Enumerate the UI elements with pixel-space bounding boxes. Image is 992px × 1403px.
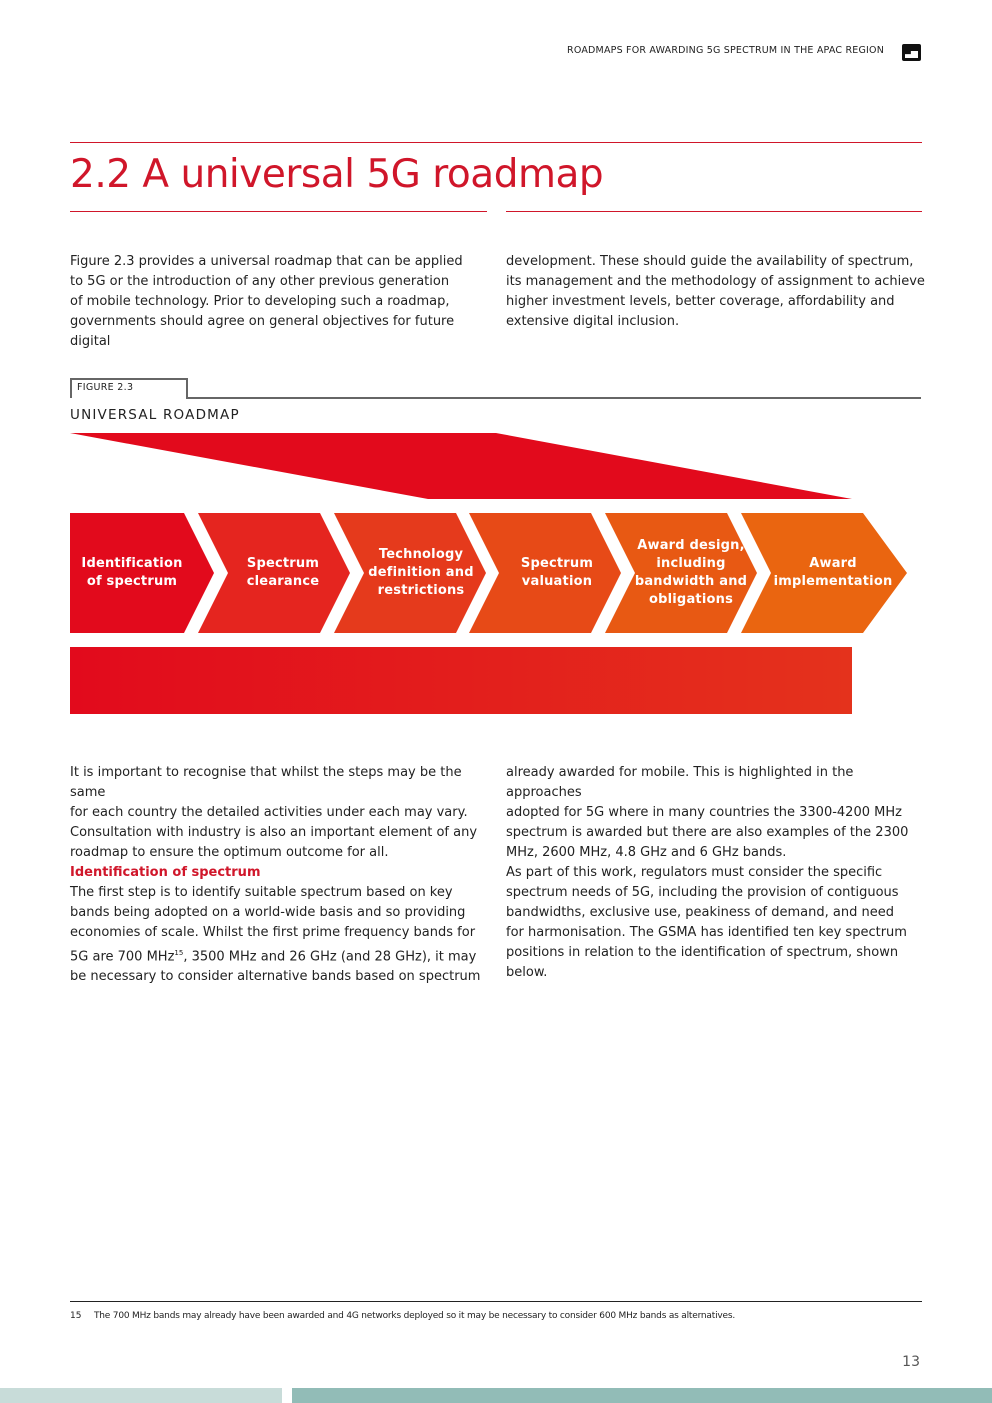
subheading-identification: Identification of spectrum (70, 865, 261, 880)
step-label-identification: Identification of spectrum (81, 556, 183, 589)
body-paragraph-left-1: It is important to recognise that whilst the steps may be the same for each country the detailed activities under each may vary. Consultation with industry is also an important element of any roadmap to ensure the optimum outcome for all. (70, 765, 478, 860)
step-label-clearance: Spectrum clearance (246, 556, 320, 589)
body-paragraph-right-1: already awarded for mobile. This is highlighted in the approaches adopted for 5G where in many countries the 3300-4200 MHz spectrum is awarded but there are also examples of the 2300 MHz, 2600 MHz, 4.8 GHz and 6 GHz bands. (506, 765, 909, 860)
intro-paragraph-left: Figure 2.3 provides a universal roadmap that can be applied to 5G or the introduction of any other previous generation of mobile technology. Prior to developing such a roadmap, governments should agree on general objectives for future digital (70, 254, 463, 349)
footnote-text: The 700 MHz bands may already have been awarded and 4G networks deployed so it may be necessary to consider 600 MHz bands as alternatives. (94, 1311, 735, 1321)
top-wedge-shape (70, 433, 852, 499)
body-paragraph-left-2: The first step is to identify suitable spectrum based on key bands being adopted on a world-wide basis and so providing economies of scale. Whilst the first prime frequency bands for 5G are 700 MHz$^{15}$, 3500 MHz and 26 GHz (and 28 GHz), it may be necessary to consider alternative bands based on spectrum (70, 885, 481, 985)
footer-bar-left (0, 1388, 282, 1403)
body-paragraph-right-2: As part of this work, regulators must consider the specific spectrum needs of 5G, including the provision of contiguous bandwidths, exclusive use, peakiness of demand, and need for harmonisation. The GSMA has identified ten key spectrum positions in relation to the identification of spectrum, shown below. (506, 865, 907, 980)
step-label-valuation: Spectrum valuation (520, 556, 594, 589)
footer-bar-right (292, 1388, 992, 1403)
figure-label: FIGURE 2.3 (77, 382, 134, 393)
bottom-band-shape (70, 647, 852, 714)
step-label-award-design: Award design, including bandwidth and obligations (634, 538, 748, 607)
footnote-number: 15 (70, 1311, 82, 1321)
footnote-rule (70, 1301, 922, 1302)
figure-title: UNIVERSAL ROADMAP (70, 407, 240, 423)
footnote-reference[interactable]: 15 (174, 949, 184, 957)
running-header: ROADMAPS FOR AWARDING 5G SPECTRUM IN THE APAC REGION (567, 45, 884, 56)
page-number: 13 (902, 1354, 920, 1370)
step-label-award-implementation: Award implementation (773, 556, 893, 589)
intro-paragraph-right: development. These should guide the availability of spectrum, its management and the methodology of assignment to achieve higher investment levels, better coverage, affordability and extensive digital inclusion. (506, 254, 925, 329)
step-label-technology: Technology definition and restrictions (368, 547, 474, 598)
section-title: 2.2 A universal 5G roadmap (70, 152, 604, 197)
